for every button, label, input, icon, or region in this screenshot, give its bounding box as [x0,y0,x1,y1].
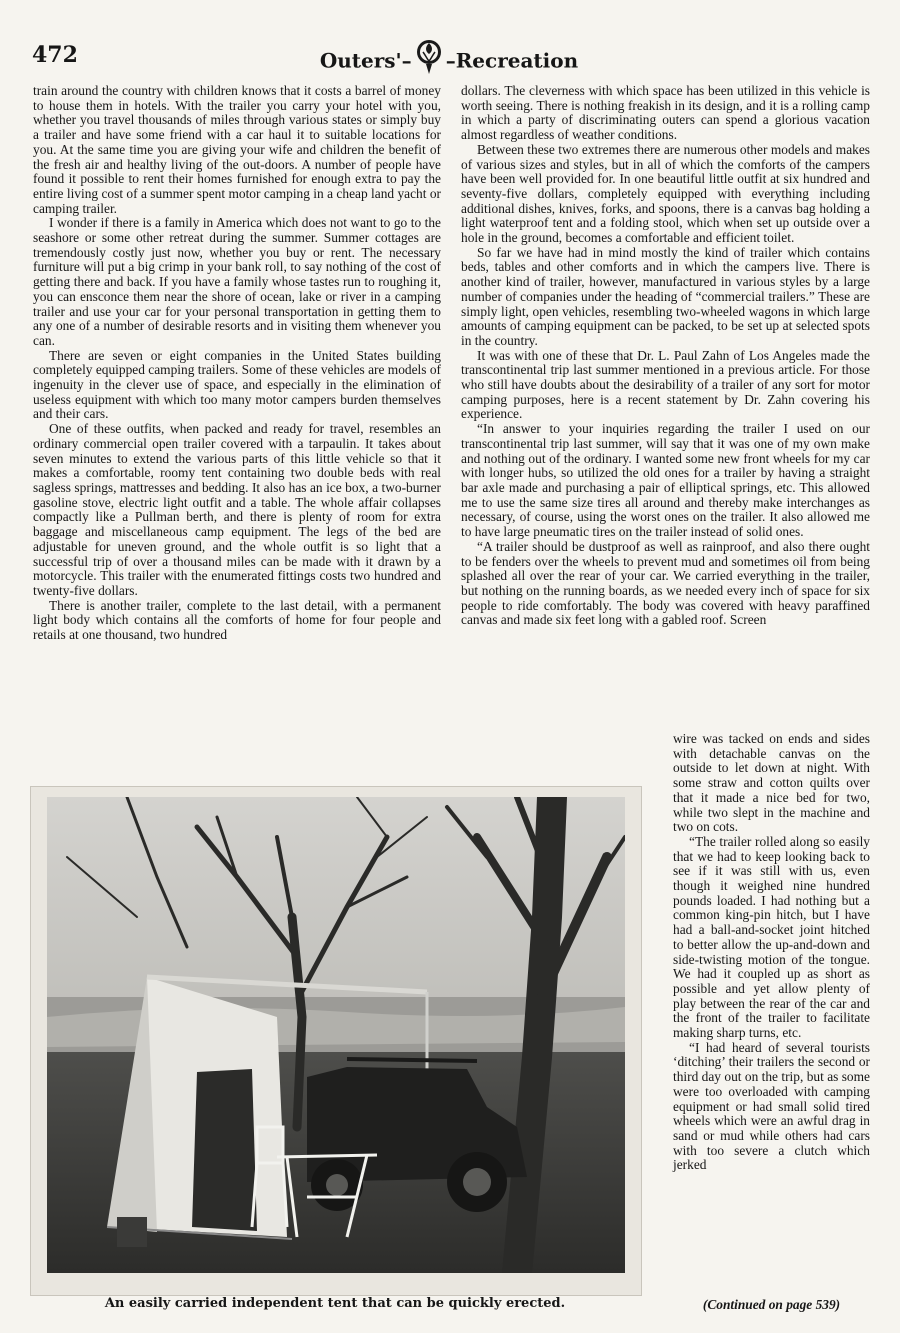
paragraph: “A trailer should be dustproof as well as rainproof, and also there ought to be fenders over the wheels to prevent mud and sometimes oil from being splashed all over the rear of your car. We carried everything in the trailer, but nothing on the running boards, as we needed every inch of space for six people to ride comfortably. The body was covered with heavy paraffined canvas and made six feet long with a gabled roof. Screen [461,538,870,628]
paragraph: There is another trailer, complete to the last detail, with a permanent light body which contains all the comforts of home for four people and retails at one thousand, two hundred [33,597,441,643]
page-header [32,38,866,74]
paragraph: wire was tacked on ends and sides with detachable canvas on the outside to let down at night. With some straw and cotton quilts over that it made a nice bed for two, while two slept in the machine and two on cots. [673,731,870,835]
emblem-icon [414,36,444,76]
paragraph: “I had heard of several tourists ‘ditching’ their trailers the second or third day out on the trip, but as some were too overloaded with camping equipment or had small solid tired wheels which were an awful drag in sand or mud while others had cars with too severe a clutch which jerked [673,1039,870,1173]
tent-photo [47,797,625,1273]
paragraph: It was with one of these that Dr. L. Paul Zahn of Los Angeles made the transcontinental trip last summer mentioned in a previous article. For those who still have doubts about the desirability of a trailer of any sort for motor camping purposes, here is a recent statement by Dr. Zahn covering his experience. [461,347,870,422]
paragraph: “In answer to your inquiries regarding the trailer I used on our transcontinental trip last summer, will say that it was one of my own make and nothing out of the ordinary. I wanted some new front wheels for my car with longer hubs, so utilized the old ones for a trailer by having a straight bar axle made and purchasing a pair of elliptical springs, etc. This allowed me to use the same size tires all around and thereby make interchanges as necessary, of course, using the worst ones on the trailer. It also allowed me to have large pneumatic tires on the trailer instead of solid ones. [461,421,870,540]
paragraph: So far we have had in mind mostly the kind of trailer which contains beds, tables and other comforts and in which the campers live. There is another kind of trailer, however, manufactured in various styles by a large number of companies under the heading of “commercial trailers.” These are simply light, open vehicles, resembling two-wheeled wagons in which large amounts of camping equipment can be packed, to be set up at selected spots in the country. [461,244,870,348]
page-number: 472 [32,42,78,68]
narrow-column [673,732,870,1173]
paragraph: dollars. The cleverness with which space has been utilized in this vehicle is worth seeing. There is nothing freakish in its design, and it is a rolling camp in which a party of discriminating outers can spend a glorious vacation almost regardless of weather conditions. [461,83,870,143]
paragraph: Between these two extremes there are numerous other models and makes of various sizes and styles, but in all of which the comforts of the campers have been well provided for. In one beautiful little outfit at six hundred and seventy-five dollars, completely equipped with everything including additional dishes, knives, forks, and spoons, there is a canvas bag holding a light waterproof tent and a folding stool, which when set up outside over a hole in the ground, becomes a comfortable and efficient toilet. [461,141,870,246]
paragraph: One of these outfits, when packed and ready for travel, resembles an ordinary commercial open trailer covered with a tarpaulin. It takes about seven minutes to extend the various parts of this little vehicle so that it makes a comfortable, roomy tent containing two double beds with real sagless springs, mattresses and bedding. It also has an ice box, a two-burner gasoline stove, electric light outfit and a table. The whole affair collapses compactly like a Pullman berth, and there is plenty of room for extra baggage and miscellaneous camp equipment. The legs of the bed are adjustable for uneven ground, and the whole outfit is so light that a successful trip of over a thousand miles can be made with it drawn by a motorcycle. This trailer with the enumerated fittings costs two hundred and twenty-five dollars. [33,421,441,598]
masthead-right: –Recreation [445,48,579,73]
figure-caption: An easily carried independent tent that can be quickly erected. [104,1296,566,1311]
photo-figure [30,786,642,1296]
paragraph: “The trailer rolled along so easily that we had to keep looking back to see if it was still with us, even though it weighed nine hundred pounds loaded. I had nothing but a common king-pin hitch, but I have had a ball-and-socket joint hitched to better allow the up-and-down and side-twisting motion of the tongue. We had it coupled up as short as possible and yet allow plenty of play between the rear of the car and the front of the trailer to facilitate making sharp turns, etc. [673,833,870,1041]
continued-note: (Continued on page 539) [702,1297,841,1312]
right-column [461,84,870,628]
paragraph: There are seven or eight companies in the United States building completely equipped camping trailers. Some of these vehicles are models of ingenuity in the clever use of space, and especially in the elimination of useless equipment with which too many motor campers burden themselves and their cars. [33,347,441,422]
left-column [33,84,441,643]
masthead [32,42,866,82]
tent-car-illustration [47,797,625,1273]
paragraph: I wonder if there is a family in America which does not want to go to the seashore or some other retreat during the summer. Summer cottages are tremendously costly just now, whether you buy or rent. The necessary furniture will put a big crimp in your bank roll, to say nothing of the cost of getting there and back. If you have a family whose tastes run to roughing it, you can ensconce them near the shore of ocean, lake or river in a camping trailer and use your car for your personal transportation in getting them to any one of a number of desirable resorts and in visiting them whenever you can. [33,215,441,348]
masthead-left: Outers'– [319,48,412,73]
paragraph: train around the country with children knows that it costs a barrel of money to house them in hotels. With the trailer you carry your hotel with you, whether you travel thousands of miles through various states or simply buy a trailer and have some friend with a car haul it to suitable locations for you. At the same time you are giving your wife and children the benefit of the fresh air and healthy living of the out-doors. A number of people have found it possible to rent their homes furnished for enough extra to pay the entire living cost of a summer spent motor camping in a cheap land yacht or camping trailer. [33,83,441,216]
